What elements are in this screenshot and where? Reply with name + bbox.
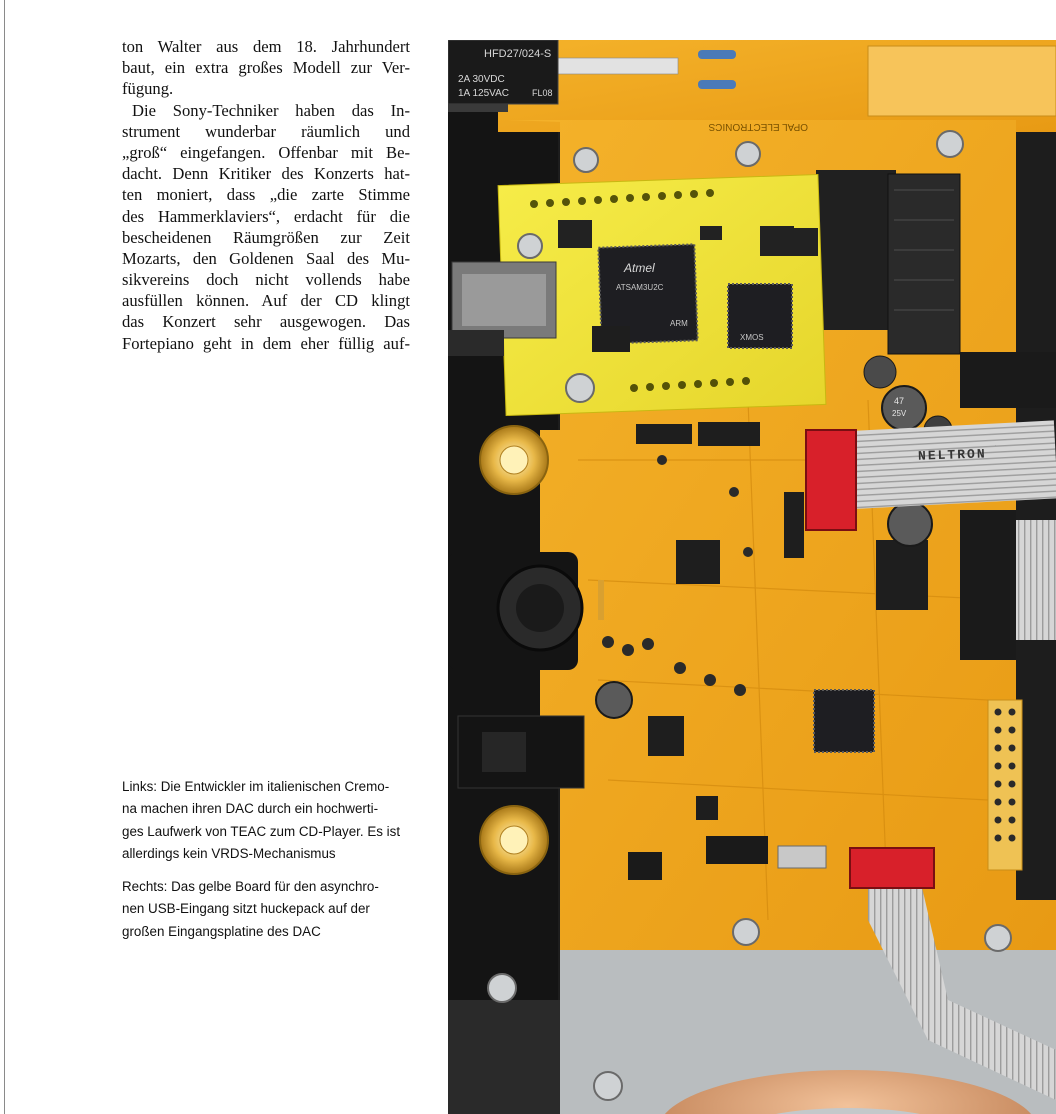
- page-edge-rule: [4, 0, 5, 1114]
- board-label: OPAL ELECTRONICS: [708, 121, 808, 132]
- article-line: baut, ein extra großes Modell zur Ver-: [122, 58, 410, 78]
- article-line: sikvereins doch nicht vollends habe: [122, 270, 410, 290]
- article-line: strument wunderbar räumlich und: [122, 121, 410, 141]
- article-line: bescheidenen Räumgrößen zur Zeit: [122, 227, 410, 247]
- article-line: Die Sony-Techniker haben das In-: [132, 100, 410, 120]
- article-line: Fortepiano geht in dem eher füllig auf-: [122, 333, 410, 353]
- relay-board: [498, 40, 1056, 132]
- article-line: „groß“ eingefangen. Offenbar mit Be-: [122, 142, 410, 162]
- dac-board-photo: [448, 40, 1056, 1114]
- article-line: dacht. Denn Kritiker des Konzerts hat-: [122, 164, 410, 184]
- chip-sub: ARM: [670, 319, 688, 328]
- article-line: fügung.: [122, 79, 174, 99]
- caption-line: Links: Die Entwickler im italienischen Cremo-: [122, 779, 390, 794]
- caption-line: na machen ihren DAC durch ein hochwerti-: [122, 801, 379, 817]
- article-line: ausfüllen können. Auf der CD klingt: [122, 291, 410, 311]
- capacitor-value: 47: [894, 396, 905, 406]
- article-line: das Konzert sehr ausgewogen. Das: [122, 312, 410, 332]
- relay-code: FL08: [532, 88, 553, 98]
- article-body: [122, 36, 410, 354]
- dsp-brand: XMOS: [740, 333, 764, 342]
- relay-rating: 1A 125VAC: [458, 88, 509, 99]
- caption-line: großen Eingangsplatine des DAC: [122, 923, 321, 939]
- article-line: des Hammerklaviers“, erdacht für die: [122, 206, 410, 226]
- caption-right: [122, 876, 414, 943]
- caption-line: allerdings kein VRDS-Mechanismus: [122, 846, 336, 862]
- caption-line: Rechts: Das gelbe Board für den asynchro-: [122, 879, 379, 894]
- relay-label: HFD27/024-S: [484, 48, 552, 60]
- caption-left: [122, 776, 414, 866]
- xmos-chip: [728, 284, 792, 348]
- optical-jack: [458, 716, 584, 788]
- ribbon-brand: NELTRON: [917, 446, 987, 464]
- article-line: Mozarts, den Goldenen Saal des Mu-: [122, 248, 410, 268]
- chip-brand: Atmel: [624, 261, 655, 275]
- heatsink: [816, 170, 960, 354]
- caption-line: nen USB-Eingang sitzt huckepack auf der: [122, 901, 370, 917]
- chip-model: ATSAM3U2C: [616, 283, 664, 292]
- relay-rating: 2A 30VDC: [458, 74, 505, 85]
- capacitor-voltage: 25V: [892, 409, 907, 418]
- article-line: ten moniert, dass „die zarte Stimme: [122, 185, 410, 205]
- caption-line: ges Laufwerk von TEAC zum CD-Player. Es ist: [122, 823, 401, 839]
- article-line: ton Walter aus dem 18. Jahrhundert: [122, 37, 410, 56]
- relay: [448, 40, 558, 112]
